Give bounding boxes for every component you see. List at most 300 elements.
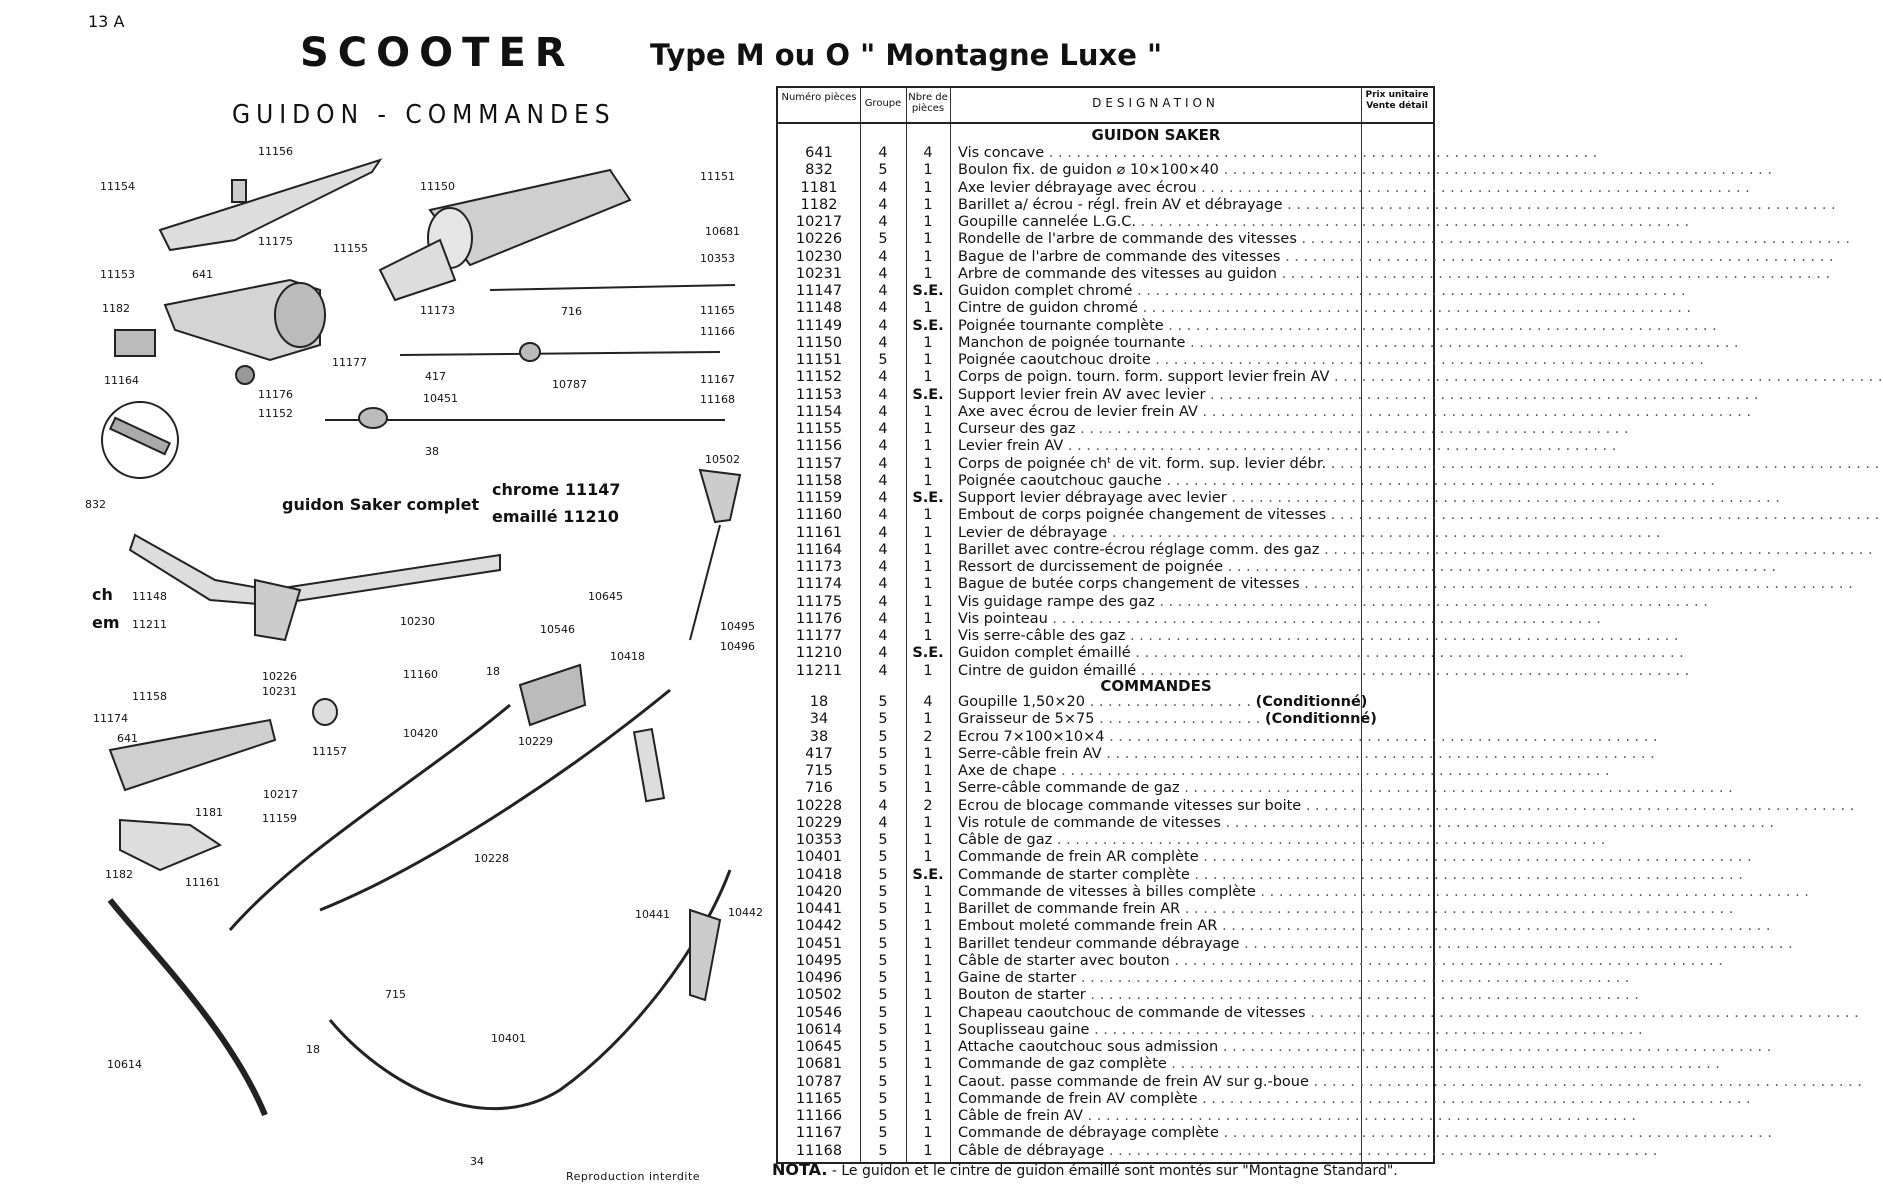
part-designation-cell: Axe avec écrou de levier frein AV . . . . . . . . . . . . . . . . . . . . . . . . . . . . . . . . . . . . . . . . . . . . . . . . . . . . . . . . . . . .	[958, 403, 1752, 420]
part-group: 4	[878, 438, 888, 455]
part-designation: Axe levier débrayage avec écrou	[958, 179, 1197, 196]
part-callout: 10442	[728, 906, 763, 919]
part-group: 4	[878, 593, 888, 610]
part-callout: 11168	[700, 393, 735, 406]
part-callout: 10401	[491, 1032, 526, 1045]
part-number: 11152	[795, 369, 843, 386]
part-number: 11158	[795, 472, 843, 489]
part-designation: Attache caoutchouc sous admission	[958, 1039, 1219, 1055]
table-row	[778, 814, 1775, 832]
part-callout: 10546	[540, 623, 575, 636]
part-designation-cell: Axe levier débrayage avec écrou . . . . . . . . . . . . . . . . . . . . . . . . . . . . . . . . . . . . . . . . . . . . . . . . . . . . . . . . . . . .	[958, 179, 1750, 196]
part-callout: 10228	[474, 852, 509, 865]
part-number: 11167	[795, 1125, 843, 1142]
part-designation-cell: Guidon complet émaillé . . . . . . . . . . . . . . . . . . . . . . . . . . . . . . . . . . . . . . . . . . . . . . . . . . . . . . . . . . . .	[958, 645, 1684, 662]
part-designation: Commande de gaz complète	[958, 1056, 1167, 1073]
part-callout: 417	[425, 370, 446, 383]
part-number: 11168	[795, 1142, 843, 1159]
part-designation: Câble de débrayage	[958, 1142, 1105, 1159]
part-quantity: 1	[923, 970, 933, 986]
part-designation-cell: Commande de débrayage complète . . . . . . . . . . . . . . . . . . . . . . . . . . . . . . . . . . . . . . . . . . . . . . . . . . . . . . . . . . . .	[958, 1125, 1773, 1142]
part-callout: 11153	[100, 268, 135, 281]
part-number: 34	[809, 711, 829, 728]
part-designation-cell: Vis guidage rampe des gaz . . . . . . . . . . . . . . . . . . . . . . . . . . . . . . . . . . . . . . . . . . . . . . . . . . . . . . . . . . . .	[958, 593, 1708, 610]
part-callout: 11166	[700, 325, 735, 338]
table-row	[778, 179, 1750, 197]
section-heading: COMMANDES	[1100, 677, 1212, 695]
table-row	[778, 317, 1717, 335]
part-callout: 10353	[700, 252, 735, 265]
part-callout: 10217	[263, 788, 298, 801]
part-callout: 10502	[705, 453, 740, 466]
part-group: 4	[878, 797, 888, 814]
part-group: 5	[878, 952, 888, 969]
part-number: 10353	[795, 832, 843, 848]
part-designation-cell: Ecrou de blocage commande vitesses sur boite . . . . . . . . . . . . . . . . . . . . . . . . . . . . . . . . . . . . . . . . . . . . . . . . . . . . . . . . . . . .	[958, 797, 1855, 814]
table-row	[778, 610, 1601, 628]
part-group: 4	[878, 300, 888, 317]
part-designation: Vis concave	[958, 145, 1045, 161]
part-callout: 10451	[423, 392, 458, 405]
table-row	[778, 214, 1690, 231]
part-group: 4	[878, 541, 888, 558]
part-callout: 10418	[610, 650, 645, 663]
part-designation-cell: Poignée tournante complète . . . . . . . . . . . . . . . . . . . . . . . . . . . . . . . . . . . . . . . . . . . . . . . . . . . . . . . . . . . .	[958, 317, 1717, 334]
part-designation: Graisseur de 5×75	[958, 711, 1095, 728]
part-designation: Rondelle de l'arbre de commande des vitesses	[958, 231, 1297, 248]
part-quantity: 1	[923, 403, 933, 420]
part-number: 10418	[795, 866, 843, 883]
part-quantity: 1	[923, 524, 933, 541]
part-number: 716	[805, 780, 833, 797]
part-callout: 18	[306, 1043, 320, 1056]
part-group: 5	[878, 1108, 888, 1124]
part-number: 10681	[795, 1056, 843, 1073]
part-designation: Barillet de commande frein AR	[958, 901, 1181, 917]
part-quantity: 1	[923, 1004, 933, 1021]
part-number: 10546	[795, 1004, 843, 1021]
part-designation-cell: Bague de l'arbre de commande des vitesses . . . . . . . . . . . . . . . . . . . . . . . . . . . . . . . . . . . . . . . . . . . . . . . . . . . . . . . . . . . .	[958, 248, 1834, 265]
table-row	[778, 472, 1715, 490]
part-quantity: 1	[923, 814, 933, 831]
part-designation: Cintre de guidon chromé	[958, 300, 1138, 317]
part-callout: 1182	[105, 868, 133, 881]
left-grip-drawing	[110, 720, 275, 790]
part-callout: 10441	[635, 908, 670, 921]
part-quantity: S.E.	[912, 645, 944, 662]
part-quantity: 1	[923, 628, 933, 644]
part-number: 11156	[795, 438, 843, 455]
part-number: 11155	[795, 421, 843, 437]
part-designation-cell: Souplisseau gaine . . . . . . . . . . . . . . . . . . . . . . . . . . . . . . . . . . . . . . . . . . . . . . . . . . . . . . . . . . . .	[958, 1021, 1643, 1038]
part-quantity: 1	[923, 352, 933, 368]
part-number: 641	[805, 145, 833, 161]
table-row	[778, 694, 1433, 711]
part-callout: 10787	[552, 378, 587, 391]
part-quantity: 1	[923, 901, 933, 917]
part-designation-cell: Vis pointeau . . . . . . . . . . . . . . . . . . . . . . . . . . . . . . . . . . . . . . . . . . . . . . . . . . . . . . . . . . . .	[958, 610, 1601, 627]
part-designation-cell: Commande de gaz complète . . . . . . . . . . . . . . . . . . . . . . . . . . . . . . . . . . . . . . . . . . . . . . . . . . . . . . . . . . . .	[958, 1056, 1720, 1073]
part-designation-cell: Bouton de starter . . . . . . . . . . . . . . . . . . . . . . . . . . . . . . . . . . . . . . . . . . . . . . . . . . . . . . . . . . . .	[958, 987, 1639, 1004]
part-quantity: 1	[923, 334, 933, 351]
part-designation-cell: Câble de gaz . . . . . . . . . . . . . . . . . . . . . . . . . . . . . . . . . . . . . . . . . . . . . . . . . . . . . . . . . . . .	[958, 832, 1606, 848]
part-number: 10229	[795, 814, 843, 831]
part-group: 4	[878, 179, 888, 196]
part-callout: 641	[192, 268, 213, 281]
part-group: 5	[878, 352, 888, 368]
table-row	[778, 728, 1658, 746]
part-designation-cell: Poignée caoutchouc gauche . . . . . . . . . . . . . . . . . . . . . . . . . . . . . . . . . . . . . . . . . . . . . . . . . . . . . . . . . . . .	[958, 472, 1715, 489]
part-number: 11153	[795, 386, 843, 403]
part-number: 11176	[795, 610, 843, 627]
part-number: 11148	[795, 300, 843, 317]
table-row	[778, 832, 1606, 849]
part-designation: Support levier frein AV avec levier	[958, 386, 1206, 403]
part-callout: 11157	[312, 745, 347, 758]
part-quantity: 1	[923, 231, 933, 248]
part-group: 4	[878, 507, 888, 524]
table-row	[778, 455, 1880, 473]
part-callout: 11160	[403, 668, 438, 681]
table-row	[778, 541, 1873, 559]
part-number: 11174	[795, 576, 843, 593]
exploded-parts-diagram	[0, 130, 770, 1170]
part-group: 4	[878, 610, 888, 627]
part-group: 4	[878, 283, 888, 299]
part-designation: Caout. passe commande de frein AV sur g.-boue	[958, 1073, 1309, 1090]
part-number: 1182	[800, 196, 838, 213]
variant-chrome: chrome 11147	[492, 480, 621, 499]
part-number: 10645	[795, 1039, 843, 1055]
part-quantity: S.E.	[912, 283, 944, 299]
page-subtitle: Type M ou O " Montagne Luxe "	[650, 38, 1163, 72]
part-quantity: S.E.	[912, 386, 944, 403]
part-group: 4	[878, 576, 888, 593]
table-row	[778, 334, 1739, 352]
part-number: 11149	[795, 317, 843, 334]
part-designation: Goupille 1,50×20	[958, 694, 1086, 710]
part-quantity: 1	[923, 780, 933, 797]
part-callout: 10231	[262, 685, 297, 698]
part-callout: 11164	[104, 374, 139, 387]
part-group: 5	[878, 1004, 888, 1021]
part-group: 4	[878, 334, 888, 351]
part-number: 11161	[795, 524, 843, 541]
part-quantity: 4	[923, 145, 933, 161]
table-row	[778, 1108, 1637, 1125]
part-designation-cell: Ecrou 7×100×10×4 . . . . . . . . . . . . . . . . . . . . . . . . . . . . . . . . . . . . . . . . . . . . . . . . . . . . . . . . . . . .	[958, 728, 1658, 745]
side-em: em	[92, 613, 120, 632]
part-designation: Poignée caoutchouc gauche	[958, 472, 1162, 489]
part-group: 4	[878, 662, 888, 679]
part-callout: 10226	[262, 670, 297, 683]
header-designation: DESIGNATION	[1092, 96, 1219, 110]
part-group: 4	[878, 145, 888, 161]
part-quantity: S.E.	[912, 490, 944, 506]
part-number: 10442	[795, 918, 843, 935]
part-designation: Câble de frein AV	[958, 1108, 1083, 1124]
part-callout: 11155	[333, 242, 368, 255]
header-num: Numéro pièces	[781, 92, 857, 103]
part-callout: 716	[561, 305, 582, 318]
table-row	[778, 1125, 1773, 1142]
part-designation: Barillet tendeur commande débrayage	[958, 935, 1240, 952]
part-quantity: 1	[923, 1142, 933, 1159]
part-designation: Guidon complet chromé	[958, 283, 1133, 299]
section-heading: GUIDON SAKER	[1091, 126, 1221, 144]
table-row	[778, 1004, 1859, 1022]
part-designation: Bague de l'arbre de commande des vitesses	[958, 248, 1281, 265]
table-row	[778, 524, 1661, 542]
part-number: 10226	[795, 231, 843, 248]
part-quantity: 1	[923, 849, 933, 866]
part-designation: Vis guidage rampe des gaz	[958, 593, 1155, 610]
part-callout: 11176	[258, 388, 293, 401]
part-group: 5	[878, 1073, 888, 1090]
table-row	[778, 645, 1684, 662]
part-number: 11177	[795, 628, 843, 644]
part-designation-cell: Caout. passe commande de frein AV sur g.-boue . . . . . . . . . . . . . . . . . . . . . . . . . . . . . . . . . . . . . . . . . . . . . . . . . . . . . . . . . . . .	[958, 1073, 1863, 1090]
part-designation-cell: Embout de corps poignée changement de vitesses . . . . . . . . . . . . . . . . . . . . . . . . . . . . . . . . . . . . . . . . . . . . . . . . . . . . . . . . . . . .	[958, 507, 1880, 524]
part-quantity: 1	[923, 610, 933, 627]
part-designation: Gaine de starter	[958, 970, 1077, 986]
part-group: 5	[878, 728, 888, 745]
part-group: 4	[878, 524, 888, 541]
part-designation: Câble de gaz	[958, 832, 1053, 848]
part-number: 10230	[795, 248, 843, 265]
part-number: 10787	[795, 1073, 843, 1090]
table-row	[778, 352, 1704, 369]
part-designation: Curseur des gaz	[958, 421, 1076, 437]
nota	[772, 1160, 1398, 1179]
part-number: 1181	[800, 179, 838, 196]
part-designation: Manchon de poignée tournante	[958, 334, 1186, 351]
part-group: 4	[878, 421, 888, 437]
nota-text: - Le guidon et le cintre de guidon émaillé sont montés sur "Montagne Standard".	[831, 1163, 1398, 1179]
part-callout: 11174	[93, 712, 128, 725]
part-group: 5	[878, 162, 888, 179]
part-quantity: 1	[923, 832, 933, 848]
part-designation: Commande de starter complète	[958, 866, 1190, 883]
table-row	[778, 593, 1708, 611]
part-quantity: 1	[923, 507, 933, 524]
table-row	[778, 248, 1834, 266]
part-designation-cell: Câble de débrayage . . . . . . . . . . . . . . . . . . . . . . . . . . . . . . . . . . . . . . . . . . . . . . . . . . . . . . . . . . . .	[958, 1142, 1658, 1159]
part-designation: Ressort de durcissement de poignée	[958, 559, 1223, 575]
part-callout: 715	[385, 988, 406, 1001]
part-quantity: 1	[923, 883, 933, 900]
part-designation: Câble de starter avec bouton	[958, 952, 1170, 969]
part-quantity: 1	[923, 1090, 933, 1107]
part-note: (Conditionné)	[1265, 711, 1377, 728]
part-number: 10495	[795, 952, 843, 969]
header-qty: Nbre de pièces	[908, 92, 948, 114]
part-number: 832	[805, 162, 833, 179]
table-row	[778, 918, 1771, 935]
part-callout: 34	[470, 1155, 484, 1168]
part-quantity: 2	[923, 797, 933, 814]
part-designation: Serre-câble frein AV	[958, 745, 1102, 762]
table-row	[778, 970, 1630, 987]
part-number: 11166	[795, 1108, 843, 1124]
part-designation-cell: Manchon de poignée tournante . . . . . . . . . . . . . . . . . . . . . . . . . . . . . . . . . . . . . . . . . . . . . . . . . . . . . . . . . . . .	[958, 334, 1739, 351]
nota-label: NOTA.	[772, 1160, 828, 1179]
part-group: 4	[878, 628, 888, 644]
part-designation: Boulon fix. de guidon ⌀ 10×100×40	[958, 162, 1219, 179]
part-quantity: 1	[923, 541, 933, 558]
table-row	[778, 438, 1617, 455]
table-row	[778, 901, 1734, 918]
part-callout: 18	[486, 665, 500, 678]
part-quantity: 1	[923, 438, 933, 455]
table-row	[778, 490, 1780, 507]
part-callout: 1182	[102, 302, 130, 315]
part-designation-cell: Poignée caoutchouc droite . . . . . . . . . . . . . . . . . . . . . . . . . . . . . . . . . . . . . . . . . . . . . . . . . . . . . . . . . . . .	[958, 352, 1704, 368]
part-group: 5	[878, 1021, 888, 1038]
part-quantity: 1	[923, 559, 933, 575]
part-designation: Arbre de commande des vitesses au guidon	[958, 265, 1277, 282]
part-group: 4	[878, 317, 888, 334]
part-designation-cell: Corps de poignée chᵗ de vit. form. sup. levier débr. . . . . . . . . . . . . . . . . . . . . . . . . . . . . . . . . . . . . . . . . . . . . . . . . . . . . . . . . . . . .	[958, 455, 1880, 472]
part-designation: Souplisseau gaine	[958, 1021, 1090, 1038]
part-designation: Embout moleté commande frein AR	[958, 918, 1218, 935]
part-designation-cell: Serre-câble commande de gaz . . . . . . . . . . . . . . . . . . . . . . . . . . . . . . . . . . . . . . . . . . . . . . . . . . . . . . . . . . . .	[958, 780, 1733, 797]
part-group: 4	[878, 265, 888, 282]
table-row	[778, 196, 1836, 214]
part-quantity: 1	[923, 662, 933, 679]
part-group: 5	[878, 711, 888, 728]
part-designation: Vis rotule de commande de vitesses	[958, 814, 1221, 831]
part-designation-cell: Vis rotule de commande de vitesses . . . . . . . . . . . . . . . . . . . . . . . . . . . . . . . . . . . . . . . . . . . . . . . . . . . . . . . . . . . .	[958, 814, 1775, 831]
part-note: (Conditionné)	[1255, 694, 1368, 710]
part-designation: Commande de frein AV complète	[958, 1090, 1198, 1107]
variant-emaille: emaillé 11210	[492, 507, 619, 526]
table-row	[778, 162, 1772, 179]
part-number: 38	[809, 728, 829, 745]
table-row	[778, 628, 1679, 645]
part-designation: Axe de chape	[958, 763, 1057, 779]
part-group: 5	[878, 745, 888, 762]
part-quantity: 1	[923, 214, 933, 230]
part-designation: Support levier débrayage avec levier	[958, 490, 1227, 506]
part-quantity: 1	[923, 369, 933, 386]
part-group: 5	[878, 780, 888, 797]
table-row	[778, 1021, 1643, 1039]
part-number: 10614	[795, 1021, 843, 1038]
table-row	[778, 866, 1743, 884]
part-quantity: 1	[923, 1021, 933, 1038]
part-callout: 11154	[100, 180, 135, 193]
part-designation-cell: Cintre de guidon émaillé . . . . . . . . . . . . . . . . . . . . . . . . . . . . . . . . . . . . . . . . . . . . . . . . . . . . . . . . . . . .	[958, 662, 1690, 679]
part-number: 18	[809, 694, 829, 710]
part-designation-cell: Câble de frein AV . . . . . . . . . . . . . . . . . . . . . . . . . . . . . . . . . . . . . . . . . . . . . . . . . . . . . . . . . . . .	[958, 1108, 1637, 1124]
part-number: 10502	[795, 987, 843, 1004]
part-group: 4	[878, 490, 888, 506]
part-designation: Goupille cannelée L.G.C.	[958, 214, 1137, 230]
part-quantity: 1	[923, 987, 933, 1004]
part-number: 11159	[795, 490, 843, 506]
part-designation: Levier de débrayage	[958, 524, 1108, 541]
table-row	[778, 559, 1777, 576]
part-designation-cell: Levier de débrayage . . . . . . . . . . . . . . . . . . . . . . . . . . . . . . . . . . . . . . . . . . . . . . . . . . . . . . . . . . . .	[958, 524, 1661, 541]
table-row	[778, 780, 1733, 797]
part-designation: Guidon complet émaillé	[958, 645, 1131, 662]
part-designation-cell: Support levier frein AV avec levier . . . . . . . . . . . . . . . . . . . . . . . . . . . . . . . . . . . . . . . . . . . . . . . . . . . . . . . . . . . .	[958, 386, 1759, 403]
table-row	[778, 763, 1610, 780]
part-quantity: 1	[923, 711, 933, 728]
part-designation: Vis serre-câble des gaz	[958, 628, 1126, 644]
table-row	[778, 711, 1433, 728]
page-code: 13 A	[88, 12, 125, 31]
part-group: 5	[878, 832, 888, 848]
part-quantity: 2	[923, 728, 933, 745]
table-row	[778, 421, 1629, 438]
side-ch: ch	[92, 585, 113, 604]
part-number: 417	[805, 745, 833, 762]
part-designation-cell: Commande de frein AR complète . . . . . . . . . . . . . . . . . . . . . . . . . . . . . . . . . . . . . . . . . . . . . . . . . . . . . . . . . . . .	[958, 849, 1752, 866]
part-designation-cell: Câble de starter avec bouton . . . . . . . . . . . . . . . . . . . . . . . . . . . . . . . . . . . . . . . . . . . . . . . . . . . . . . . . . . . .	[958, 952, 1723, 969]
part-designation-cell: Chapeau caoutchouc de commande de vitesses . . . . . . . . . . . . . . . . . . . . . . . . . . . . . . . . . . . . . . . . . . . . . . . . . . . . . . . . . . . .	[958, 1004, 1859, 1021]
part-quantity: 1	[923, 300, 933, 317]
part-designation-cell: Embout moleté commande frein AR . . . . . . . . . . . . . . . . . . . . . . . . . . . . . . . . . . . . . . . . . . . . . . . . . . . . . . . . . . . .	[958, 918, 1771, 935]
table-row	[778, 265, 1831, 283]
part-quantity: 1	[923, 179, 933, 196]
table-row	[778, 952, 1723, 970]
table-row	[778, 576, 1853, 593]
part-designation: Serre-câble commande de gaz	[958, 780, 1180, 797]
part-designation-cell: Rondelle de l'arbre de commande des vitesses . . . . . . . . . . . . . . . . . . . . . . . . . . . . . . . . . . . . . . . . . . . . . . . . . . . . . . . . . . . .	[958, 231, 1851, 248]
part-group: 5	[878, 231, 888, 248]
part-quantity: 1	[923, 952, 933, 969]
part-group: 5	[878, 1142, 888, 1159]
part-designation-cell: Bague de butée corps changement de vitesses . . . . . . . . . . . . . . . . . . . . . . . . . . . . . . . . . . . . . . . . . . . . . . . . . . . . . . . . . . . .	[958, 576, 1853, 593]
part-callout: 11156	[258, 145, 293, 158]
part-designation-cell: Graisseur de 5×75 . . . . . . . . . . . . . . . . . . (Conditionné)	[958, 711, 1377, 728]
table-row	[778, 883, 1809, 901]
part-designation-cell: Gaine de starter . . . . . . . . . . . . . . . . . . . . . . . . . . . . . . . . . . . . . . . . . . . . . . . . . . . . . . . . . . . .	[958, 970, 1630, 986]
part-callout: 11150	[420, 180, 455, 193]
part-group: 4	[878, 472, 888, 489]
part-number: 11151	[795, 352, 843, 368]
part-number: 11165	[795, 1090, 843, 1107]
part-callout: 11148	[132, 590, 167, 603]
handlebar-drawing	[130, 535, 500, 605]
part-designation-cell: Serre-câble frein AV . . . . . . . . . . . . . . . . . . . . . . . . . . . . . . . . . . . . . . . . . . . . . . . . . . . . . . . . . . . .	[958, 745, 1655, 762]
reproduction-notice: Reproduction interdite	[566, 1170, 701, 1183]
part-quantity: 1	[923, 265, 933, 282]
part-designation-cell: Axe de chape . . . . . . . . . . . . . . . . . . . . . . . . . . . . . . . . . . . . . . . . . . . . . . . . . . . . . . . . . . . .	[958, 763, 1610, 779]
part-number: 11173	[795, 559, 843, 575]
part-callout: 11173	[420, 304, 455, 317]
table-row	[778, 797, 1855, 815]
part-designation: Ecrou de blocage commande vitesses sur boite	[958, 797, 1302, 814]
table-row	[778, 1039, 1772, 1056]
part-number: 11164	[795, 541, 843, 558]
part-callout: 11152	[258, 407, 293, 420]
part-number: 10231	[795, 265, 843, 282]
part-quantity: 1	[923, 248, 933, 265]
part-designation-cell: Commande de starter complète . . . . . . . . . . . . . . . . . . . . . . . . . . . . . . . . . . . . . . . . . . . . . . . . . . . . . . . . . . . .	[958, 866, 1743, 883]
part-callout: 641	[117, 732, 138, 745]
part-callout: 11165	[700, 304, 735, 317]
part-designation: Axe avec écrou de levier frein AV	[958, 403, 1198, 420]
part-designation-cell: Corps de poign. tourn. form. support levier frein AV . . . . . . . . . . . . . . . . . . . . . . . . . . . . . . . . . . . . . . . . . . . . . . . . . . . . . . . . . . . .	[958, 369, 1883, 386]
part-group: 5	[878, 866, 888, 883]
part-callout: 10230	[400, 615, 435, 628]
part-designation-cell: Barillet de commande frein AR . . . . . . . . . . . . . . . . . . . . . . . . . . . . . . . . . . . . . . . . . . . . . . . . . . . . . . . . . . . .	[958, 901, 1734, 917]
table-row	[778, 231, 1851, 248]
part-quantity: 1	[923, 576, 933, 593]
